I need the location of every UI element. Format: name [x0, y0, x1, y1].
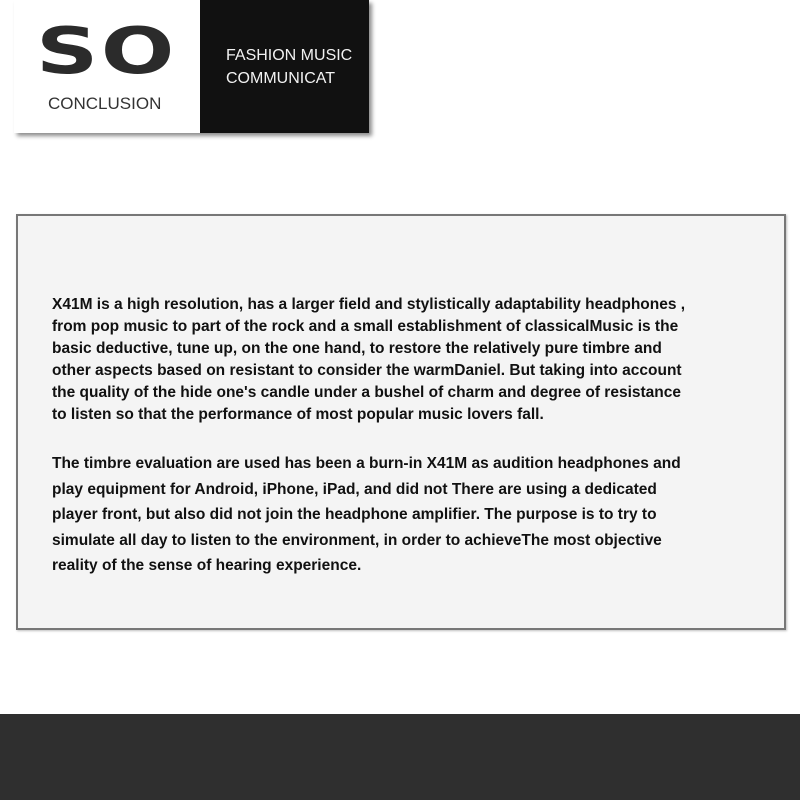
- paragraph-line: reality of the sense of hearing experience.: [52, 557, 362, 574]
- paragraph-line: play equipment for Android, iPhone, iPad, and did not There are using a dedicated: [52, 480, 657, 498]
- tagline-line-1: FASHION MUSIC: [226, 47, 353, 64]
- header-tagline-panel: [200, 0, 369, 133]
- tagline-line-2: COMMUNICAT: [226, 70, 336, 87]
- paragraph-2: [52, 451, 681, 579]
- header-banner: [14, 0, 369, 133]
- paragraph-1: [52, 294, 685, 426]
- paragraph-line: simulate all day to listen to the environment, in order to achieveThe most objective: [52, 531, 662, 549]
- paragraph-line: basic deductive, tune up, on the one hand, to restore the relatively pure timbre and: [52, 340, 662, 357]
- paragraph-line: player front, but also did not join the headphone amplifier. The purpose is to try to: [52, 506, 657, 523]
- paragraph-line: to listen so that the performance of most popular music lovers fall.: [52, 406, 544, 423]
- conclusion-text-box: [16, 214, 786, 630]
- logo-mark: SO: [36, 15, 178, 89]
- footer-bar: [0, 714, 800, 800]
- paragraph-line: other aspects based on resistant to consider the warmDaniel. But taking into account: [52, 362, 682, 379]
- paragraph-line: The timbre evaluation are used has been a burn-in X41M as audition headphones and: [52, 455, 681, 472]
- paragraph-line: X41M is a high resolution, has a larger field and stylistically adaptability headphones ,: [52, 296, 686, 313]
- tagline: [226, 44, 352, 90]
- section-title: CONCLUSION: [48, 94, 162, 113]
- paragraph-line: from pop music to part of the rock and a small establishment of classicalMusic is the: [52, 318, 679, 335]
- paragraph-line: the quality of the hide one's candle under a bushel of charm and degree of resistance: [52, 384, 681, 401]
- header-logo-panel: [14, 0, 200, 133]
